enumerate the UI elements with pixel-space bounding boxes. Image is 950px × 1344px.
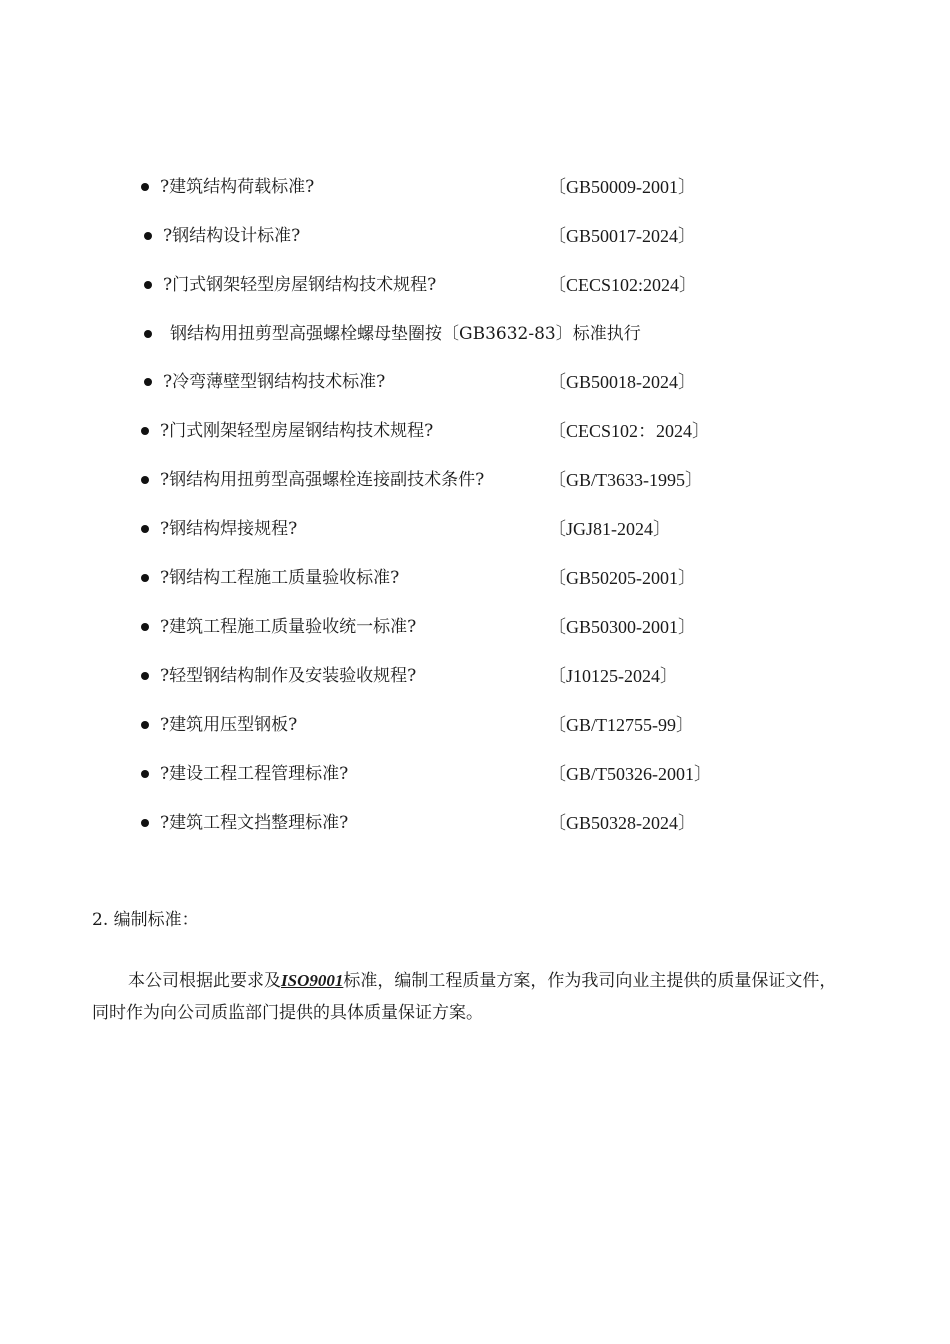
standard-name: ?冷弯薄壁型钢结构技术标准? — [163, 372, 386, 392]
standard-name: ?门式刚架轻型房屋钢结构技术规程? — [160, 421, 434, 441]
standard-item — [0, 174, 950, 200]
standard-item — [0, 614, 950, 640]
standard-code: 〔JGJ81-2024〕 — [548, 519, 672, 539]
standard-item — [0, 272, 950, 298]
standard-name: ?钢结构用扭剪型高强螺栓连接副技术条件? — [160, 470, 485, 490]
standard-item — [0, 418, 950, 444]
standard-item — [0, 369, 950, 395]
standard-code: 〔GB50017-2024〕 — [548, 226, 696, 246]
paragraph-text-before: 本公司根据此要求及 — [128, 971, 281, 991]
standard-code: 〔CECS102：2024〕 — [548, 421, 711, 441]
standard-note: 钢结构用扭剪型高强螺栓螺母垫圈按〔GB3632-83〕标准执行 — [170, 324, 641, 344]
standard-name: ?建设工程工程管理标准? — [160, 764, 349, 784]
standard-name: ?建筑工程文挡整理标准? — [160, 813, 349, 833]
standard-code: 〔GB50300-2001〕 — [548, 617, 696, 637]
bullet-dot — [144, 378, 152, 386]
standard-item — [0, 516, 950, 542]
standard-code: 〔GB50205-2001〕 — [548, 568, 696, 588]
standard-code: 〔GB/T50326-2001〕 — [548, 764, 712, 784]
bullet-dot — [141, 672, 149, 680]
standard-item — [0, 467, 950, 493]
bullet-dot — [144, 232, 152, 240]
standard-item — [0, 712, 950, 738]
standard-code: 〔GB50018-2024〕 — [548, 372, 696, 392]
standard-code: 〔CECS102:2024〕 — [548, 275, 698, 295]
bullet-dot — [141, 819, 149, 827]
standard-name: ?建筑用压型钢板? — [160, 715, 298, 735]
bullet-dot — [141, 476, 149, 484]
bullet-dot — [141, 183, 149, 191]
standard-name: ?建筑工程施工质量验收统一标准? — [160, 617, 417, 637]
standard-code: 〔GB50009-2001〕 — [548, 177, 696, 197]
bullet-dot — [141, 574, 149, 582]
bullet-dot — [141, 623, 149, 631]
standard-code: 〔GB/T3633-1995〕 — [548, 470, 703, 490]
standard-code: 〔GB50328-2024〕 — [548, 813, 696, 833]
standard-name: ?钢结构焊接规程? — [160, 519, 298, 539]
section-heading: 2. 编制标准： — [92, 910, 199, 930]
standard-code: 〔GB/T12755-99〕 — [548, 715, 694, 735]
body-paragraph — [92, 965, 852, 1029]
standard-code: 〔J10125-2024〕 — [548, 666, 678, 686]
standard-item — [0, 663, 950, 689]
bullet-dot — [144, 281, 152, 289]
bullet-dot — [144, 330, 152, 338]
standard-item — [0, 761, 950, 787]
standard-name: ?钢结构工程施工质量验收标准? — [160, 568, 400, 588]
bullet-dot — [141, 721, 149, 729]
standard-name: ?建筑结构荷载标准? — [160, 177, 315, 197]
paragraph-text-after: 标准，编制工程质量方案，作为我司向业主提供的质量保证文件，同时作为向公司质监部门提供的具体质量保证方案。 — [92, 971, 837, 1023]
bullet-dot — [141, 427, 149, 435]
standard-name: ?钢结构设计标准? — [163, 226, 301, 246]
standard-name: ?门式钢架轻型房屋钢结构技术规程? — [163, 275, 437, 295]
iso-standard-reference: ISO9001 — [281, 971, 344, 990]
standard-item — [0, 565, 950, 591]
standard-note-item — [0, 321, 950, 347]
bullet-dot — [141, 770, 149, 778]
standard-item — [0, 223, 950, 249]
standard-item — [0, 810, 950, 836]
bullet-dot — [141, 525, 149, 533]
standard-name: ?轻型钢结构制作及安装验收规程? — [160, 666, 417, 686]
